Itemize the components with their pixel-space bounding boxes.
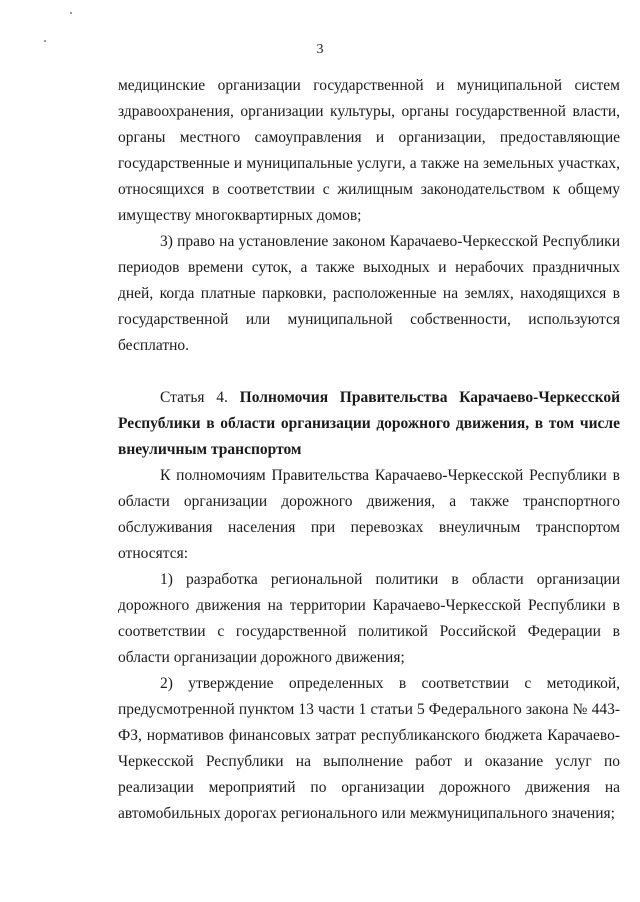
paragraph-intro: К полномочиям Правительства Карачаево-Черкесской Республики в области организации дорожного движения, а также транспортного обслуживания населения при перевозках внеуличным транспортом относятся:	[118, 467, 620, 562]
document-body	[118, 73, 620, 827]
paragraph-continuation: медицинские организации государственной и муниципальной систем здравоохранения, организации культуры, органы государственной власти, органы местного самоуправления и организации, предоставляющие государственные и муниципальные услуги, а также на земельных участках, относящихся в соответствии с жилищным законодательством к общему имуществу многоквартирных домов;	[118, 77, 620, 224]
paragraph-item-1: 1) разработка региональной политики в области организации дорожного движения на территории Карачаево-Черкесской Республики в соответствии с государственной политикой Российской Федерации в области организации дорожного движения;	[118, 571, 620, 666]
paragraph-item-3: 3) право на установление законом Карачаево-Черкесской Республики периодов времени суток, а также выходных и нерабочих праздничных дней, когда платные парковки, расположенные на землях, находящихся в государственной или муниципальной собственности, используются бесплатно.	[118, 233, 620, 354]
page-number: 3	[316, 42, 324, 57]
article-4-heading	[118, 385, 620, 463]
scan-speck	[70, 12, 72, 14]
article-label: Статья 4.	[160, 389, 228, 406]
paragraph-item-2: 2) утверждение определенных в соответствии с методикой, предусмотренной пунктом 13 части 1 статьи 5 Федерального закона № 443-ФЗ, нормативов финансовых затрат республиканского бюджета Карачаево-Черкесской Республики на выполнение работ и оказание услуг по реализации мероприятий по организации дорожного движения на автомобильных дорогах регионального или межмуниципального значения;	[118, 675, 620, 822]
article-title: Полномочия Правительства Карачаево-Черкесской Республики в области организации дорожного движения, в том числе внеуличным транспортом	[118, 389, 620, 458]
